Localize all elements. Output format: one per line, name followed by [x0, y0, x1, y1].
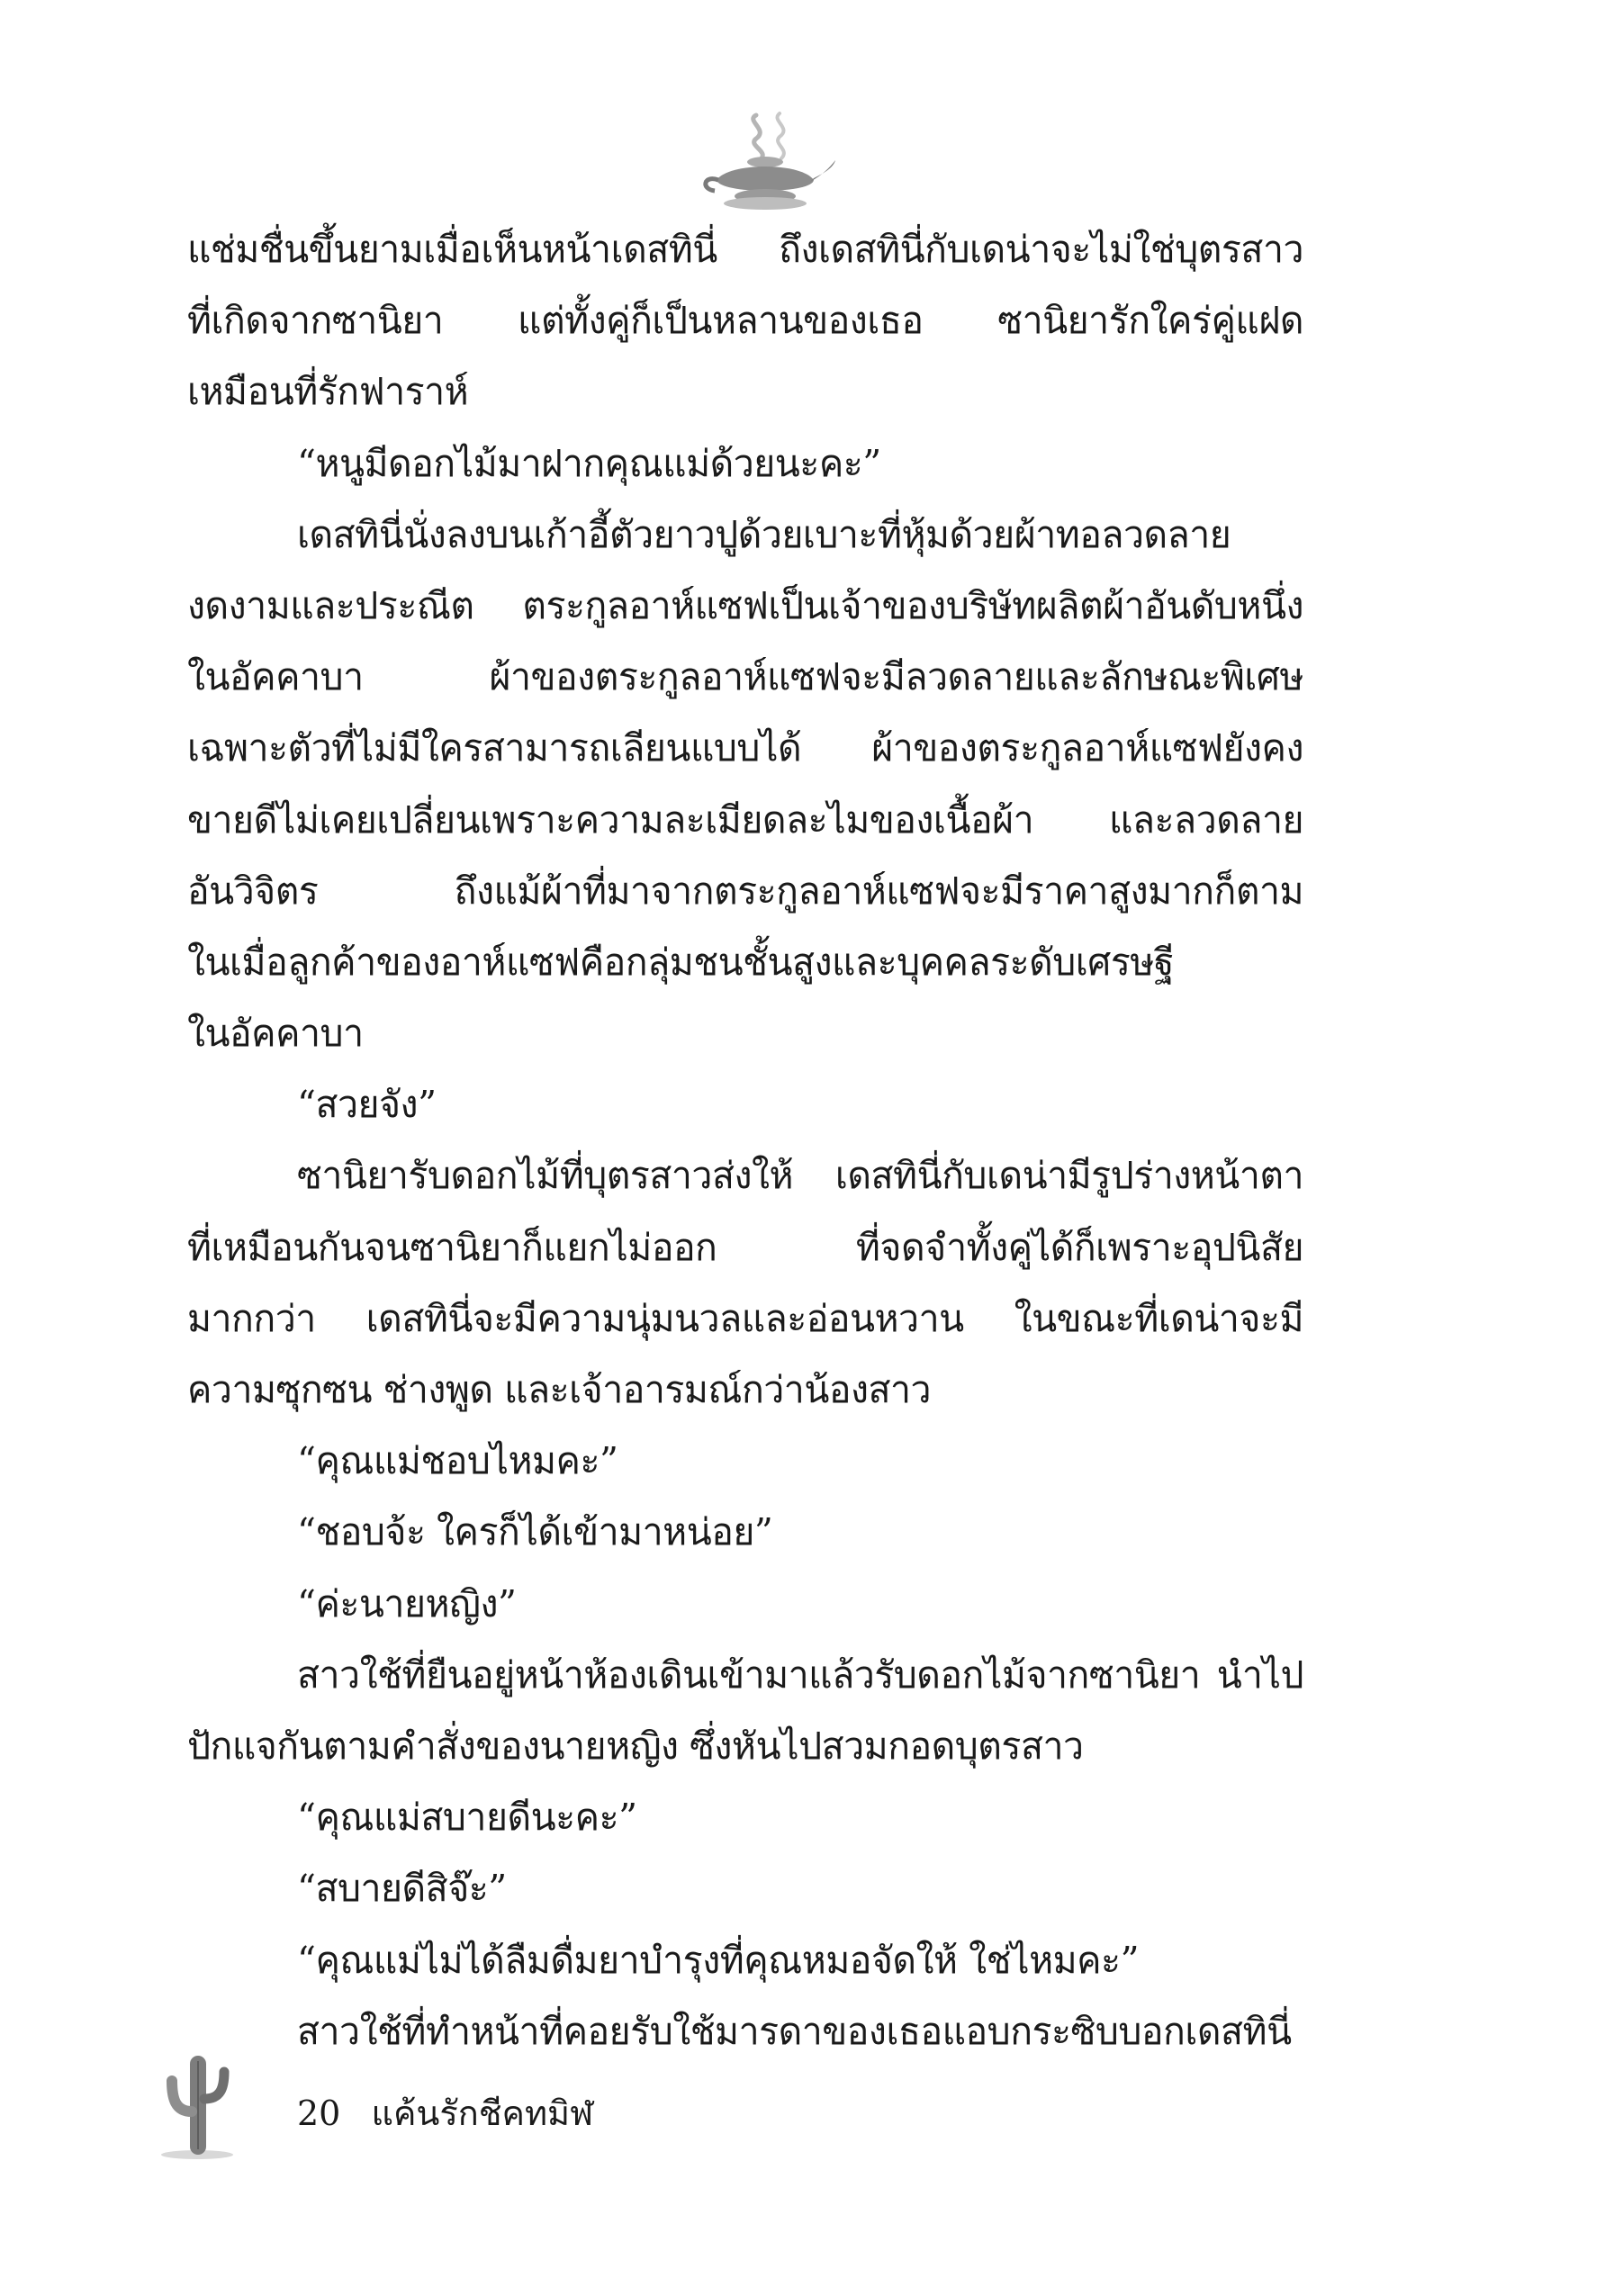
text-line: มากกว่า เดสทินี่จะมีความนุ่มนวลและอ่อนหวาน ในขณะที่เดน่าจะมี	[187, 1296, 1303, 1340]
text-line: ขายดีไม่เคยเปลี่ยนเพราะความละเมียดละไมของเนื้อผ้า และลวดลาย	[187, 797, 1303, 842]
cactus-icon	[158, 2043, 239, 2160]
text-line: เหมือนที่รักฟาราห์	[187, 370, 469, 414]
text-line: อันวิจิตร ถึงแม้ผ้าที่มาจากตระกูลอาห์แซฟจะมีราคาสูงมากก็ตาม	[187, 869, 1303, 913]
dialogue-line: “สวยจัง”	[297, 1083, 437, 1127]
dialogue-line: “ค่ะนายหญิง”	[297, 1581, 517, 1625]
dialogue-line: “คุณแม่สบายดีนะคะ”	[297, 1796, 637, 1840]
text-line: งดงามและประณีต ตระกูลอาห์แซฟเป็นเจ้าของบริษัทผลิตผ้าอันดับหนึ่ง	[187, 583, 1303, 627]
text-line: สาวใช้ที่ทำหน้าที่คอยรับใช้มารดาของเธอแอบกระซิบบอกเดสทินี่	[297, 2009, 1292, 2053]
text-line: ซานิยารับดอกไม้ที่บุตรสาวส่งให้ เดสทินี่กับเดน่ามีรูปร่างหน้าตา	[297, 1154, 1303, 1198]
text-line: เฉพาะตัวที่ไม่มีใครสามารถเลียนแบบได้ ผ้าของตระกูลอาห์แซฟยังคง	[187, 726, 1303, 770]
text-line: ในอัคคาบา	[187, 1012, 364, 1056]
dialogue-line: “คุณแม่ชอบไหมคะ”	[297, 1439, 618, 1483]
book-title: แค้นรักชีคทมิฬ	[371, 2093, 594, 2133]
dialogue-line: “สบายดีสิจ๊ะ”	[297, 1867, 507, 1911]
text-line: ในเมื่อลูกค้าของอาห์แซฟคือกลุ่มชนชั้นสูงและบุคคลระดับเศรษฐี	[187, 940, 1174, 984]
text-line: สาวใช้ที่ยืนอยู่หน้าห้องเดินเข้ามาแล้วรับดอกไม้จากซานิยา นำไป	[297, 1652, 1303, 1697]
page-number: 20	[297, 2093, 341, 2133]
text-line: ความซุกซน ช่างพูด และเจ้าอารมณ์กว่าน้องสาว	[187, 1368, 932, 1411]
text-line: ในอัคคาบา ผ้าของตระกูลอาห์แซฟจะมีลวดลายและลักษณะพิเศษ	[187, 655, 1303, 699]
body-text	[187, 214, 1303, 2067]
page-footer	[297, 2086, 593, 2140]
dialogue-line: “หนูมีดอกไม้มาฝากคุณแม่ด้วยนะคะ”	[297, 441, 881, 485]
dialogue-line: “ชอบจ้ะ ใครก็ได้เข้ามาหน่อย”	[297, 1510, 773, 1554]
text-line: ที่เกิดจากซานิยา แต่ทั้งคู่ก็เป็นหลานของเธอ ซานิยารักใคร่คู่แฝด	[187, 299, 1303, 343]
text-line: แช่มชื่นขึ้นยามเมื่อเห็นหน้าเดสทินี่ ถึงเดสทินี่กับเดน่าจะไม่ใช่บุตรสาว	[187, 228, 1303, 271]
text-line: เดสทินี่นั่งลงบนเก้าอี้ตัวยาวปูด้วยเบาะที่หุ้มด้วยผ้าทอลวดลาย	[297, 512, 1231, 556]
text-line: ที่เหมือนกันจนซานิยาก็แยกไม่ออก ที่จดจำทั้งคู่ได้ก็เพราะอุปนิสัย	[187, 1225, 1303, 1269]
text-line: ปักแจกันตามคำสั่งของนายหญิง ซึ่งหันไปสวมกอดบุตรสาว	[187, 1724, 1084, 1768]
dialogue-line: “คุณแม่ไม่ได้ลืมดื่มยาบำรุงที่คุณหมอจัดให้ ใช่ไหมคะ”	[297, 1938, 1140, 1982]
magic-lamp-icon	[693, 108, 837, 216]
